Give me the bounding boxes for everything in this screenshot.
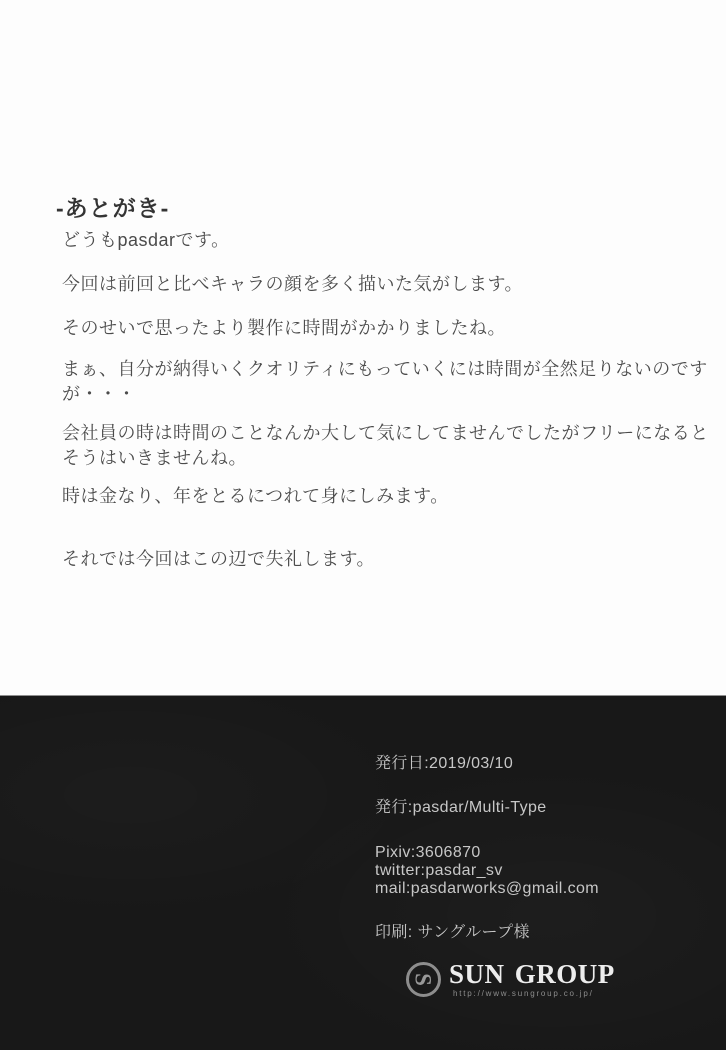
afterword-paragraph: まぁ、自分が納得いくクオリティにもっていくには時間が全然足りないのですが・・・ [62,359,708,404]
publisher-line: 発行:pasdar/Multi-Type [375,799,547,816]
afterword-paragraph: 時は金なり、年をとるにつれて身にしみます。 [62,486,449,506]
printer-line: 印刷: サングループ様 [375,924,530,941]
afterword-paragraph: それでは今回はこの辺で失礼します。 [62,549,376,569]
afterword-paragraph: 今回は前回と比べキャラの顔を多く描いた気がします。 [62,274,524,294]
svg-text:S: S [410,973,436,986]
afterword-heading: -あとがき- [56,195,170,221]
publish-date-line: 発行日:2019/03/10 [375,755,514,772]
afterword-paragraph: そのせいで思ったより製作に時間がかかりましたね。 [62,318,506,338]
afterword-paragraph: どうもpasdarです。 [62,230,230,250]
sun-group-logo-text [449,961,615,998]
colophon-section [0,695,726,1050]
sun-group-name: SUN GROUP [449,959,615,989]
mail-line: mail:pasdarworks@gmail.com [375,880,600,897]
sun-group-url: http://www.sungroup.co.jp/ [453,989,594,998]
sun-group-ring-icon [403,959,444,1000]
afterword-paragraph: 会社員の時は時間のことなんか大して気にしてませんでしたがフリーになるとそうはいきませんね。 [62,423,709,468]
twitter-line: twitter:pasdar_sv [375,862,503,879]
sun-group-logo [403,959,615,1000]
pixiv-line: Pixiv:3606870 [375,844,481,861]
